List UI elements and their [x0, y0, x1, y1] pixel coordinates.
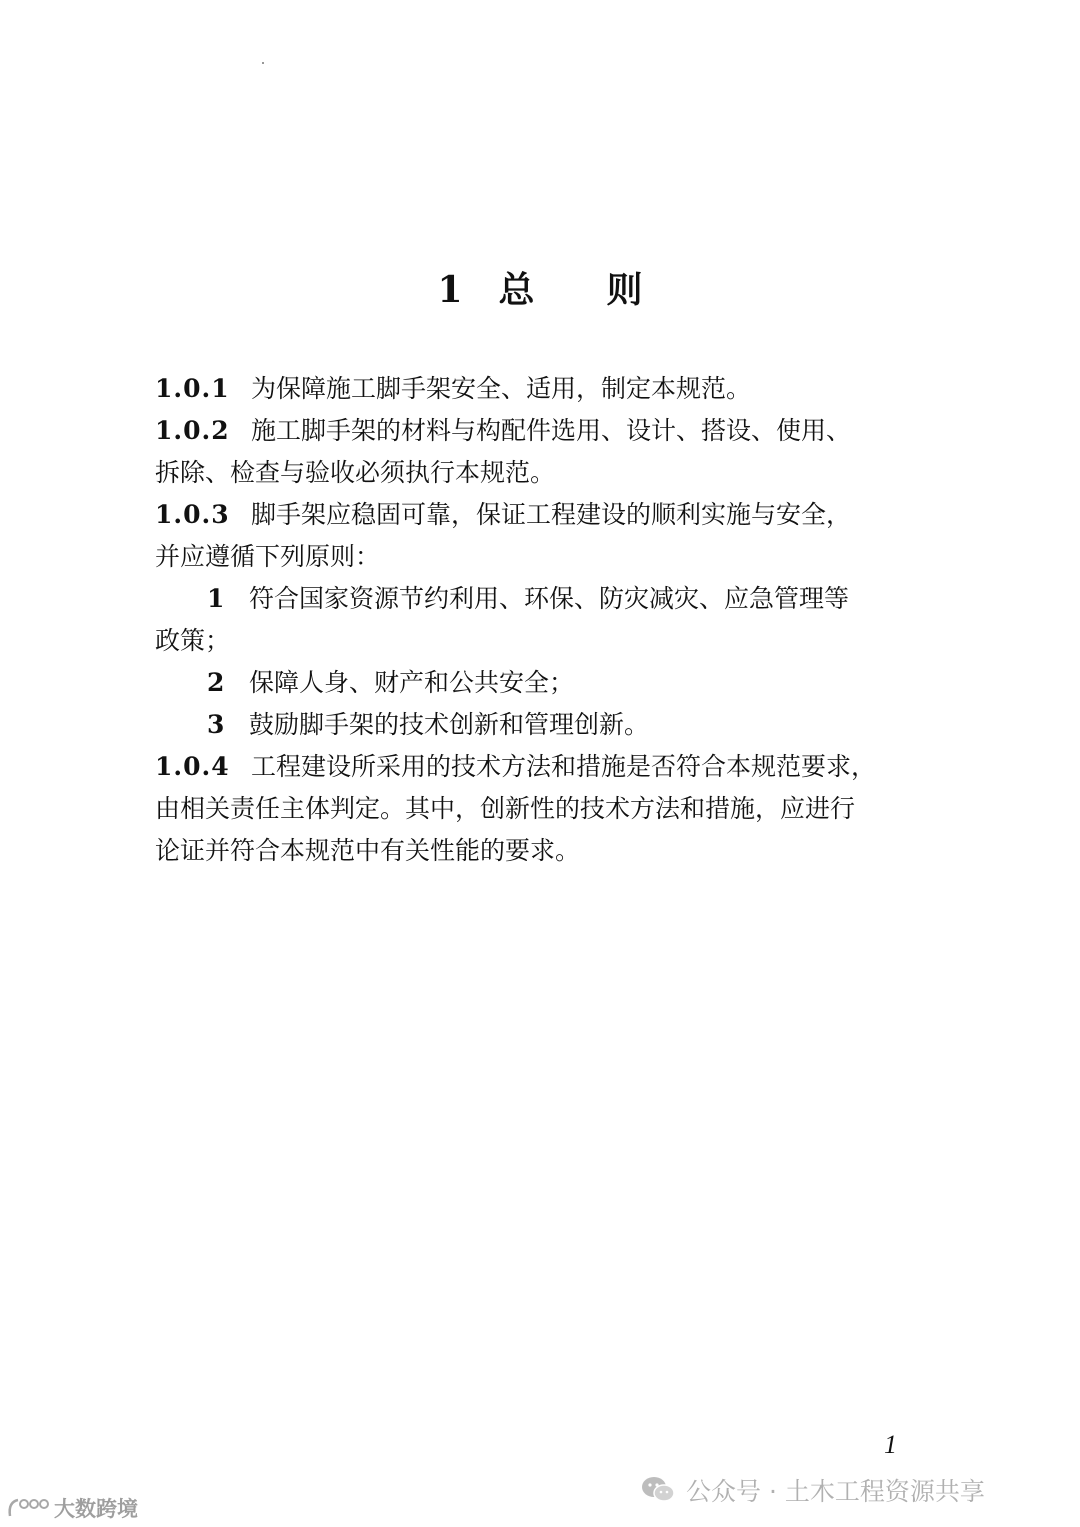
- item-text: 符合国家资源节约利用、环保、防灾减灾、应急管理等: [249, 584, 850, 613]
- item-text: 保障人身、财产和公共安全；: [249, 668, 575, 697]
- clause-text: 论证并符合本规范中有关性能的要求。: [155, 836, 581, 865]
- wechat-watermark-text: 公众号 · 土木工程资源共享: [686, 1477, 985, 1506]
- clause-1-0-1: [155, 368, 935, 410]
- clause-1-0-3-cont: [155, 536, 935, 578]
- clause-text: 拆除、检查与验收必须执行本规范。: [155, 458, 556, 487]
- chapter-number: 1: [437, 269, 463, 311]
- chapter-body: [155, 368, 935, 872]
- dashu-logo-icon: [6, 1496, 50, 1520]
- corner-watermark: [6, 1494, 138, 1522]
- clause-text: 工程建设所采用的技术方法和措施是否符合本规范要求，: [251, 752, 877, 781]
- item-text: 鼓励脚手架的技术创新和管理创新。: [249, 710, 650, 739]
- item-text: 政策；: [155, 626, 231, 655]
- clause-text: 并应遵循下列原则：: [155, 542, 381, 571]
- page-number: 1: [884, 1430, 897, 1459]
- clause-number: 1.0.1: [155, 374, 230, 403]
- chapter-title-char-1: 总: [498, 269, 535, 311]
- clause-number: 1.0.2: [155, 416, 230, 445]
- clause-1-0-3: [155, 494, 935, 536]
- item-number: 2: [207, 668, 225, 697]
- list-item-2: [155, 662, 935, 704]
- scan-dot: [262, 62, 264, 64]
- clause-1-0-2: [155, 410, 935, 452]
- clause-1-0-2-cont: [155, 452, 935, 494]
- list-item-1: [155, 578, 935, 620]
- chapter-title-char-2: 则: [606, 269, 643, 311]
- clause-1-0-4-cont-2: [155, 830, 935, 872]
- clause-text: 为保障施工脚手架安全、适用，制定本规范。: [251, 374, 752, 403]
- wechat-icon: [640, 1475, 676, 1505]
- clause-number: 1.0.4: [155, 752, 230, 781]
- clause-text: 由相关责任主体判定。其中，创新性的技术方法和措施，应进行: [155, 794, 856, 823]
- item-number: 3: [207, 710, 225, 739]
- list-item-1-cont: [155, 620, 935, 662]
- item-number: 1: [207, 584, 225, 613]
- chapter-title: [0, 262, 1080, 313]
- clause-text: 施工脚手架的材料与构配件选用、设计、搭设、使用、: [251, 416, 852, 445]
- clause-1-0-4-cont-1: [155, 788, 935, 830]
- wechat-watermark: [640, 1470, 985, 1510]
- corner-watermark-text: 大数跨境: [54, 1497, 138, 1521]
- list-item-3: [155, 704, 935, 746]
- clause-number: 1.0.3: [155, 500, 230, 529]
- clause-1-0-4: [155, 746, 935, 788]
- clause-text: 脚手架应稳固可靠，保证工程建设的顺利实施与安全，: [251, 500, 852, 529]
